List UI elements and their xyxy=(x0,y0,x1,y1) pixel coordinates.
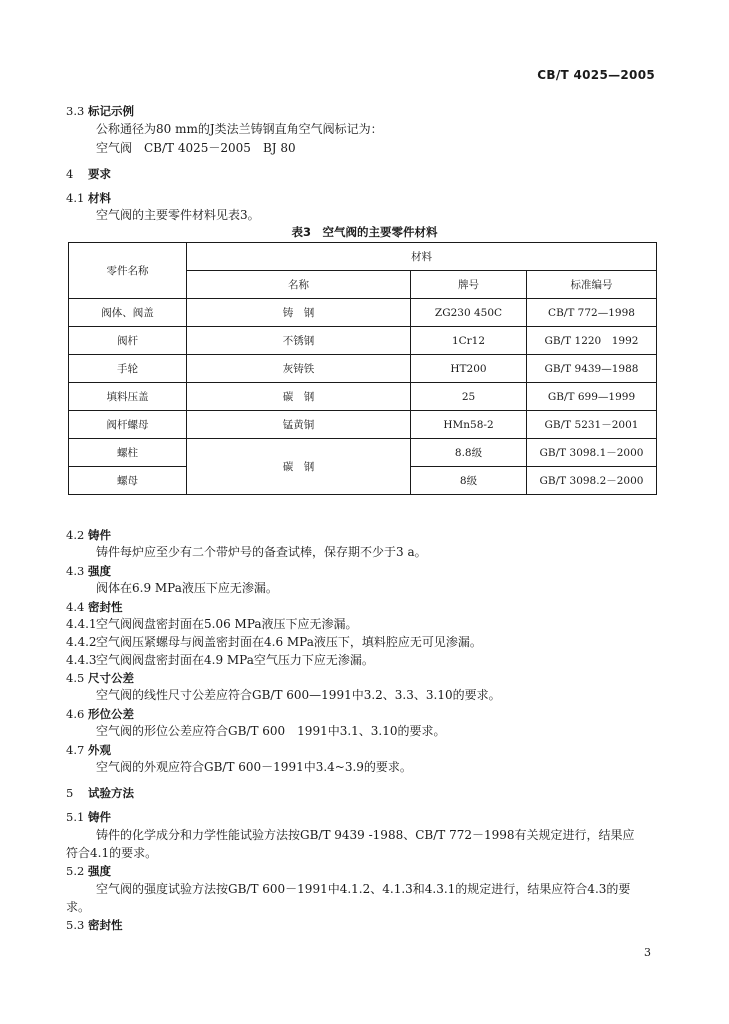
cell-grade: 8级 xyxy=(411,467,527,495)
subsection-text: 空气阀阀盘密封面在5.06 MPa液压下应无渗漏。 xyxy=(96,617,358,631)
paragraph: 公称通径为80 mm的J类法兰铸钢直角空气阀标记为： xyxy=(96,122,383,136)
cell-grade: 25 xyxy=(411,383,527,411)
cell-standard: GB/T 1220 1992 xyxy=(527,327,657,355)
subsection-number: 4.4.2 xyxy=(66,635,97,649)
subsection-text: 空气阀压紧螺母与阀盖密封面在4.6 MPa液压下，填料腔应无可见渗漏。 xyxy=(96,635,482,649)
section-4-1-heading xyxy=(0,189,729,207)
cell-name: 碳 钢 xyxy=(187,383,411,411)
cell-part: 阀体、阀盖 xyxy=(69,299,187,327)
section-number: 4.2 xyxy=(66,528,85,542)
cell-standard: CB/T 772—1998 xyxy=(527,299,657,327)
paragraph: 空气阀的外观应符合GB/T 600－1991中3.4~3.9的要求。 xyxy=(96,760,412,774)
table-row xyxy=(69,439,657,467)
table-caption: 表3 空气阀的主要零件材料 xyxy=(291,225,438,239)
paragraph: 阀体在6.9 MPa液压下应无渗漏。 xyxy=(96,581,278,595)
section-number: 4.5 xyxy=(66,671,85,685)
section-5-2-heading xyxy=(0,862,729,880)
cell-name: 灰铸铁 xyxy=(187,355,411,383)
subsection-text: 空气阀阀盘密封面在4.9 MPa空气压力下应无渗漏。 xyxy=(96,653,374,667)
cell-grade: 8.8级 xyxy=(411,439,527,467)
header-grade: 牌号 xyxy=(411,271,527,299)
cell-part: 阀杆 xyxy=(69,327,187,355)
section-title: 铸件 xyxy=(88,810,111,824)
section-5-heading xyxy=(0,784,729,802)
section-5-1-heading xyxy=(0,808,729,826)
paragraph-continuation: 求。 xyxy=(66,900,91,914)
section-4-5-heading xyxy=(0,669,729,687)
cell-grade: HT200 xyxy=(411,355,527,383)
subsection-4-4-2 xyxy=(0,633,729,651)
section-4-6-heading xyxy=(0,705,729,723)
table-row xyxy=(69,383,657,411)
subsection-number: 4.4.1 xyxy=(66,617,97,631)
section-number: 5.3 xyxy=(66,918,85,932)
section-4-heading xyxy=(0,165,729,183)
document-code: CB/T 4025—2005 xyxy=(537,68,655,82)
section-number: 4.6 xyxy=(66,707,85,721)
section-3-3-heading xyxy=(0,102,729,120)
subsection-4-4-1 xyxy=(0,615,729,633)
cell-name: 铸 钢 xyxy=(187,299,411,327)
cell-grade: HMn58-2 xyxy=(411,411,527,439)
cell-name: 碳 钢 xyxy=(187,439,411,495)
subsection-number: 4.4.3 xyxy=(66,653,97,667)
cell-name: 锰黄铜 xyxy=(187,411,411,439)
section-title: 试验方法 xyxy=(88,786,134,800)
header-standard: 标准编号 xyxy=(527,271,657,299)
cell-standard: GB/T 3098.2－2000 xyxy=(527,467,657,495)
cell-part: 填料压盖 xyxy=(69,383,187,411)
cell-part: 螺母 xyxy=(69,467,187,495)
section-title: 密封性 xyxy=(88,600,123,614)
table-row xyxy=(69,355,657,383)
table-row xyxy=(69,327,657,355)
cell-standard: GB/T 3098.1－2000 xyxy=(527,439,657,467)
subsection-4-4-3 xyxy=(0,651,729,669)
section-number: 4.7 xyxy=(66,743,85,757)
cell-standard: GB/T 9439—1988 xyxy=(527,355,657,383)
section-4-4-heading xyxy=(0,598,729,616)
cell-standard: GB/T 699—1999 xyxy=(527,383,657,411)
paragraph: 铸件的化学成分和力学性能试验方法按GB/T 9439 -1988、CB/T 772－1998有关规定进行，结果应 xyxy=(96,828,635,842)
section-number: 4.1 xyxy=(66,191,85,205)
cell-name: 不锈钢 xyxy=(187,327,411,355)
cell-part: 螺柱 xyxy=(69,439,187,467)
header-material-name: 名称 xyxy=(187,271,411,299)
paragraph: 空气阀的主要零件材料见表3。 xyxy=(96,208,260,222)
section-title: 强度 xyxy=(88,564,111,578)
table-row xyxy=(69,411,657,439)
section-title: 要求 xyxy=(88,167,111,181)
section-title: 形位公差 xyxy=(88,707,134,721)
materials-table xyxy=(68,242,657,495)
section-title: 标记示例 xyxy=(88,104,134,118)
page-number: 3 xyxy=(644,946,651,959)
paragraph: 空气阀的强度试验方法按GB/T 600－1991中4.1.2、4.1.3和4.3.1的规定进行，结果应符合4.3的要 xyxy=(96,882,631,896)
section-number: 3.3 xyxy=(66,104,85,118)
paragraph: 空气阀的形位公差应符合GB/T 600 1991中3.1、3.10的要求。 xyxy=(96,724,446,738)
section-title: 密封性 xyxy=(88,918,123,932)
header-material: 材料 xyxy=(187,243,657,271)
section-title: 铸件 xyxy=(88,528,111,542)
section-number: 4.3 xyxy=(66,564,85,578)
header-part-name: 零件名称 xyxy=(69,243,187,299)
section-number: 4.4 xyxy=(66,600,85,614)
section-title: 外观 xyxy=(88,743,111,757)
section-4-7-heading xyxy=(0,741,729,759)
section-number: 5.2 xyxy=(66,864,85,878)
paragraph: 铸件每炉应至少有二个带炉号的备查试棒，保存期不少于3 a。 xyxy=(96,545,427,559)
paragraph: 空气阀 CB/T 4025－2005 BJ 80 xyxy=(96,141,296,155)
section-title: 强度 xyxy=(88,864,111,878)
section-5-3-heading xyxy=(0,916,729,934)
paragraph: 空气阀的线性尺寸公差应符合GB/T 600—1991中3.2、3.3、3.10的要求。 xyxy=(96,688,501,702)
cell-part: 阀杆螺母 xyxy=(69,411,187,439)
section-number: 5 xyxy=(66,786,74,800)
section-4-3-heading xyxy=(0,562,729,580)
cell-grade: ZG230 450C xyxy=(411,299,527,327)
table-row xyxy=(69,299,657,327)
cell-standard: GB/T 5231－2001 xyxy=(527,411,657,439)
section-number: 4 xyxy=(66,167,74,181)
cell-part: 手轮 xyxy=(69,355,187,383)
paragraph-continuation: 符合4.1的要求。 xyxy=(66,846,158,860)
section-number: 5.1 xyxy=(66,810,85,824)
section-4-2-heading xyxy=(0,526,729,544)
section-title: 尺寸公差 xyxy=(88,671,134,685)
section-title: 材料 xyxy=(88,191,111,205)
cell-grade: 1Cr12 xyxy=(411,327,527,355)
